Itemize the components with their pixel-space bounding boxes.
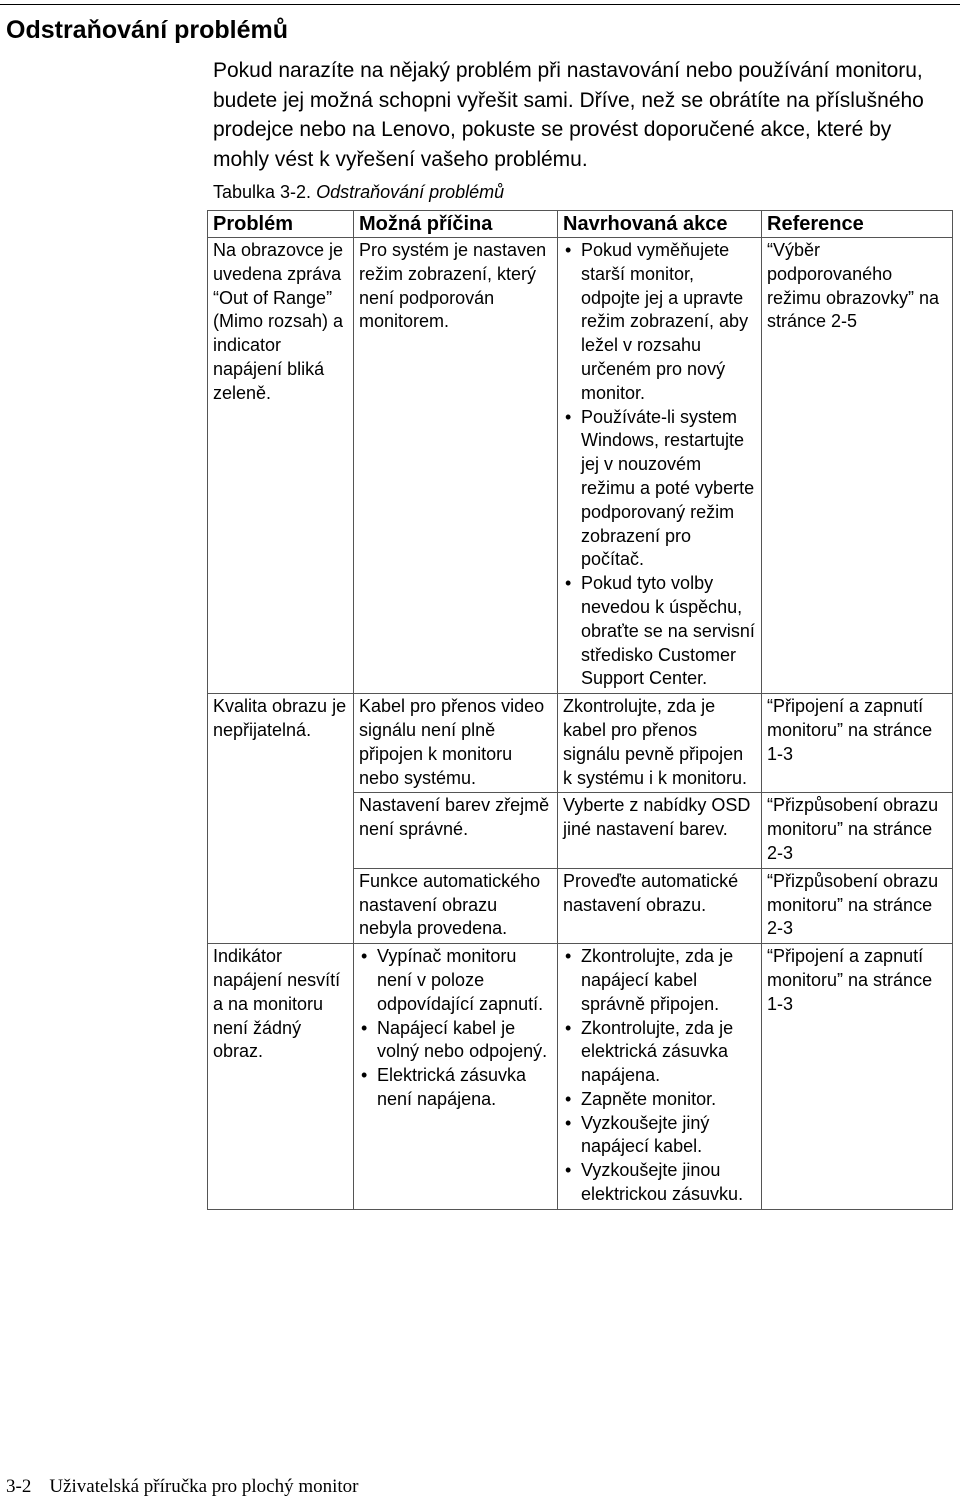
cause-list [359,945,553,1112]
reference-cell: “Přizpůsobení obrazu monitoru” na stránce 2-3 [762,793,953,868]
cause-cell: Funkce automatického nastavení obrazu nebyla provedena. [354,868,558,943]
action-item: • Pokud vyměňujete starší monitor, odpojte jej a upravte režim zobrazení, aby ležel v rozsahu určeném pro nový monitor. [563,239,757,406]
action-cell [558,238,762,694]
action-cell: Zkontrolujte, zda je kabel pro přenos signálu pevně připojen k systému i k monitoru. [558,694,762,793]
cause-cell: Kabel pro přenos video signálu není plně připojen k monitoru nebo systému. [354,694,558,793]
problem-cell: Indikátor napájení nesvítí a na monitoru není žádný obraz. [208,944,354,1210]
table-row [208,944,953,1210]
action-cell: Vyberte z nabídky OSD jiné nastavení barev. [558,793,762,868]
action-item: • Vyzkoušejte jinou elektrickou zásuvku. [563,1159,757,1207]
intro-paragraph: Pokud narazíte na nějaký problém při nastavování nebo používání monitoru, budete jej možná schopni vyřešit sami. Dříve, než se obrátíte na příslušného prodejce nebo na Lenovo, pokuste se provést doporučené akce, které by mohly vést k vyřešení vašeho problému. [213,59,924,171]
table-caption [213,180,504,204]
cause-item: • Elektrická zásuvka není napájena. [359,1064,553,1112]
action-item: • Zapněte monitor. [563,1088,757,1112]
table-row [208,238,953,694]
action-item: • Vyzkoušejte jiný napájecí kabel. [563,1112,757,1160]
cause-item: • Vypínač monitoru není v poloze odpovídající zapnutí. [359,945,553,1016]
footer-page-number: 3-2 [6,1476,32,1497]
header-problem: Problém [208,211,354,238]
action-item: • Pokud tyto volby nevedou k úspěchu, obraťte se na servisní středisko Customer Support Center. [563,572,757,691]
action-list [563,945,757,1207]
table-header-row [208,211,953,238]
cause-cell: Pro systém je nastaven režim zobrazení, který není podporován monitorem. [354,238,558,694]
action-item: • Zkontrolujte, zda je napájecí kabel správně připojen. [563,945,757,1016]
reference-cell: “Výběr podporovaného režimu obrazovky” na stránce 2-5 [762,238,953,694]
table-row [208,694,953,793]
table-caption-label: Tabulka 3-2. [213,182,312,202]
header-action: Navrhovaná akce [558,211,762,238]
reference-cell: “Přizpůsobení obrazu monitoru” na stránce 2-3 [762,868,953,943]
footer-book-title: Uživatelská příručka pro plochý monitor [49,1476,359,1497]
troubleshooting-table [207,210,953,1210]
header-cause: Možná příčina [354,211,558,238]
action-cell: Proveďte automatické nastavení obrazu. [558,868,762,943]
problem-cell: Na obrazovce je uvedena zpráva “Out of Range” (Mimo rozsah) a indicator napájení bliká zeleně. [208,238,354,694]
cause-cell [354,944,558,1210]
page-title: Odstraňování problémů [6,16,288,44]
action-item: • Zkontrolujte, zda je elektrická zásuvka napájena. [563,1017,757,1088]
cause-cell: Nastavení barev zřejmě není správné. [354,793,558,868]
table-caption-title: Odstraňování problémů [316,182,505,202]
top-rule [0,4,960,5]
action-item: • Používáte-li system Windows, restartujte jej v nouzovém režimu a poté vyberte podporovaný režim zobrazení pro počítač. [563,406,757,573]
action-list [563,239,757,691]
reference-cell: “Připojení a zapnutí monitoru” na stránce 1-3 [762,944,953,1210]
header-reference: Reference [762,211,953,238]
reference-cell: “Připojení a zapnutí monitoru” na stránce 1-3 [762,694,953,793]
cause-item: • Napájecí kabel je volný nebo odpojený. [359,1017,553,1065]
action-cell [558,944,762,1210]
page-footer [6,1475,359,1499]
problem-cell: Kvalita obrazu je nepřijatelná. [208,694,354,944]
